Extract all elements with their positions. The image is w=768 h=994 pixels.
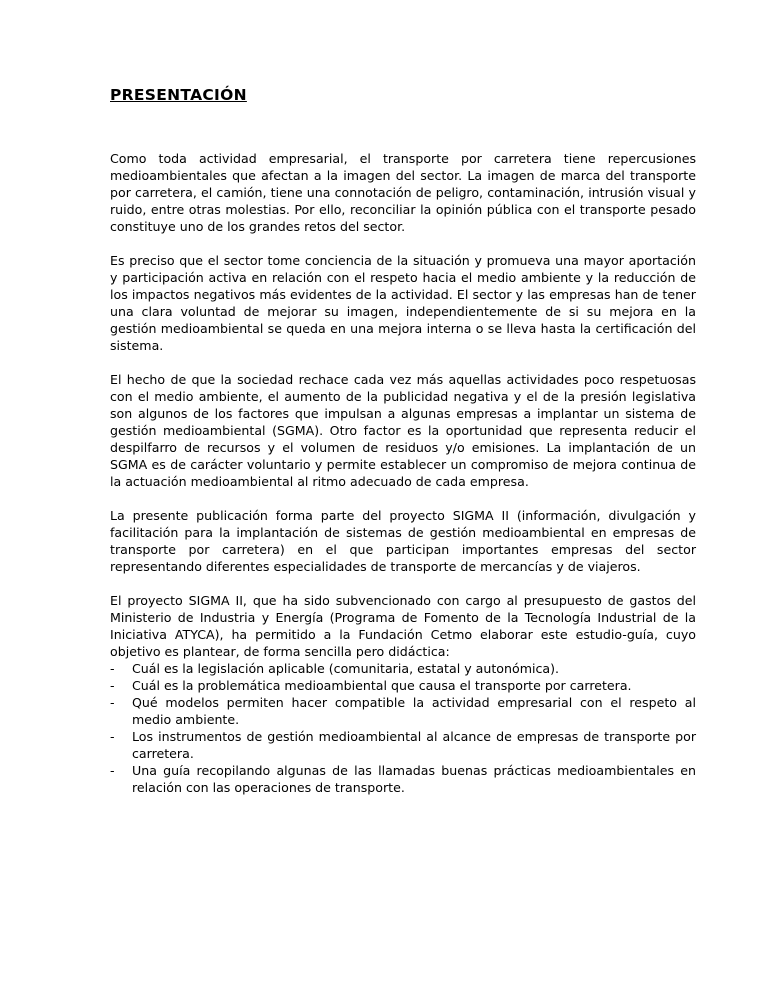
paragraph-4: La presente publicación forma parte del proyecto SIGMA II (información, divulgación y facilitación para la implantación de sistemas de gestión medioambiental en empresas de transporte por carretera) en el que participan importantes empresas del sector representando diferentes especialidades de transporte de mercancías y de viajeros. xyxy=(110,508,696,574)
list-item xyxy=(110,694,696,728)
list-item xyxy=(110,660,696,677)
list-dash: - xyxy=(110,661,115,676)
list-dash: - xyxy=(110,695,115,710)
list-dash: - xyxy=(110,678,115,693)
list-item-text: Cuál es la legislación aplicable (comunitaria, estatal y autonómica). xyxy=(132,661,560,676)
paragraph-1: Como toda actividad empresarial, el transporte por carretera tiene repercusiones medioambientales que afectan a la imagen del sector. La imagen de marca del transporte por carretera, el camión, tiene una connotación de peligro, contaminación, intrusión visual y ruido, entre otras molestias. Por ello, reconciliar la opinión pública con el transporte pesado constituye uno de los grandes retos del sector. xyxy=(110,151,696,234)
paragraph-2: Es preciso que el sector tome conciencia de la situación y promueva una mayor aportación y participación activa en relación con el respeto hacia el medio ambiente y la reducción de los impactos negativos más evidentes de la actividad. El sector y las empresas han de tener una clara voluntad de mejorar su imagen, independientemente de si su mejora en la gestión medioambiental se queda en una mejora interna o se lleva hasta la certificación del sistema. xyxy=(110,253,696,353)
paragraph-5: El proyecto SIGMA II, que ha sido subvencionado con cargo al presupuesto de gastos del Ministerio de Industria y Energía (Programa de Fomento de la Tecnología Industrial de la Iniciativa ATYCA), ha permitido a la Fundación Cetmo elaborar este estudio-guía, cuyo objetivo es plantear, de forma sencilla pero didáctica: xyxy=(110,593,696,659)
list-dash: - xyxy=(110,763,115,778)
list-item xyxy=(110,677,696,694)
page-title: PRESENTACIÓN xyxy=(110,86,247,104)
paragraph-3: El hecho de que la sociedad rechace cada vez más aquellas actividades poco respetuosas con el medio ambiente, el aumento de la publicidad negativa y el de la presión legislativa son algunos de los factores que impulsan a algunas empresas a implantar un sistema de gestión medioambiental (SGMA). Otro factor es la oportunidad que representa reducir el despilfarro de recursos y el volumen de residuos y/o emisiones. La implantación de un SGMA es de carácter voluntario y permite establecer un compromiso de mejora continua de la actuación medioambiental al ritmo adecuado de cada empresa. xyxy=(110,372,696,489)
list-item-text: Una guía recopilando algunas de las llamadas buenas prácticas medioambientales en relación con las operaciones de transporte. xyxy=(132,763,696,795)
objectives-list xyxy=(110,660,696,796)
list-item-text: Qué modelos permiten hacer compatible la actividad empresarial con el respeto al medio ambiente. xyxy=(132,695,696,727)
list-dash: - xyxy=(110,729,115,744)
list-item xyxy=(110,728,696,762)
list-item-text: Los instrumentos de gestión medioambiental al alcance de empresas de transporte por carretera. xyxy=(132,729,696,761)
list-item-text: Cuál es la problemática medioambiental que causa el transporte por carretera. xyxy=(132,678,632,693)
list-item xyxy=(110,762,696,796)
document-page xyxy=(110,86,696,796)
